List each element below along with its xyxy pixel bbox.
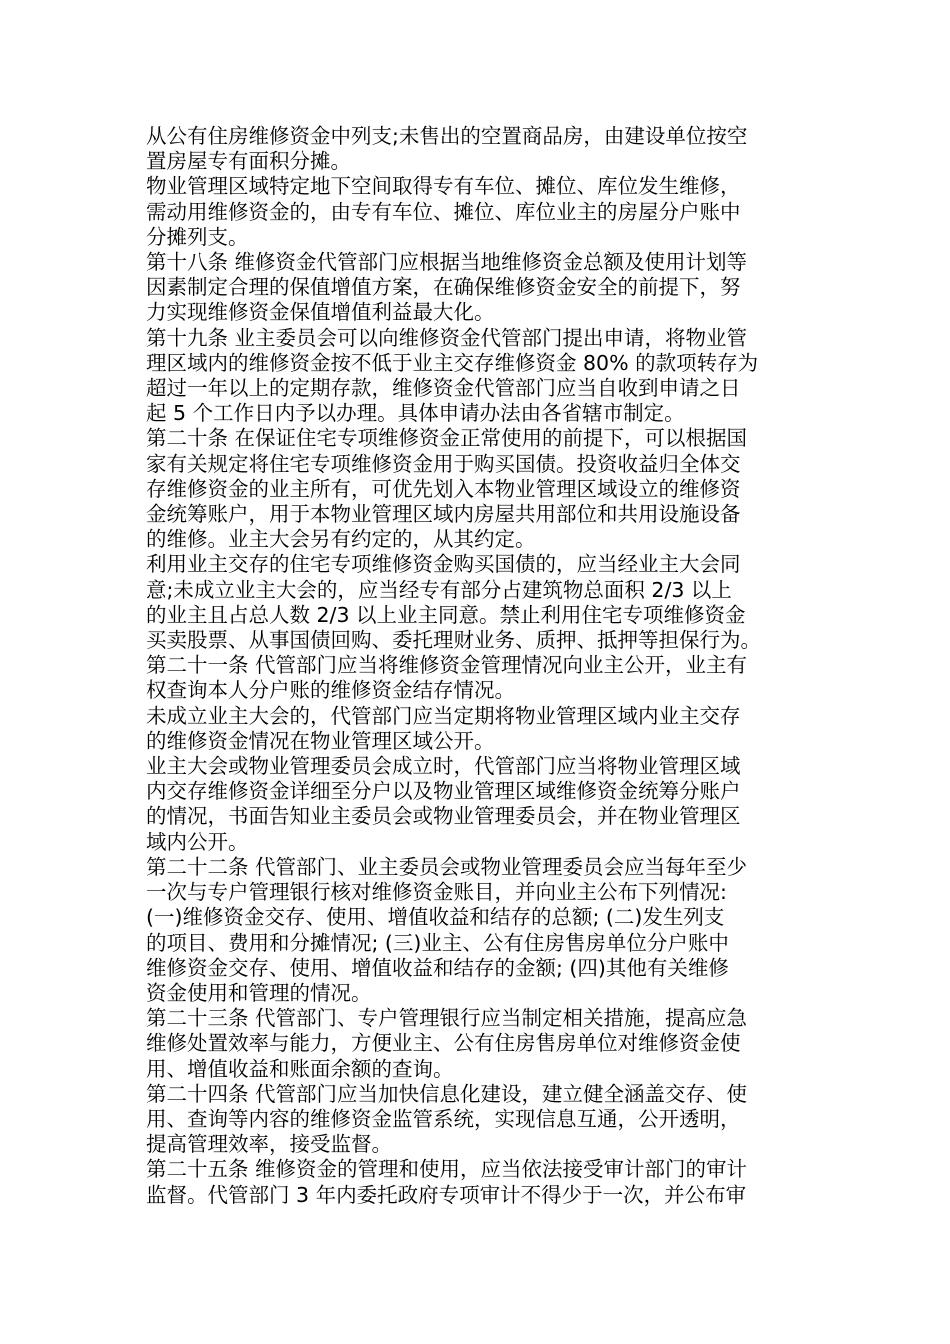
text-line: 第十八条 维修资金代管部门应根据当地维修资金总额及使用计划等 — [146, 250, 748, 275]
text-line: 用、增值收益和账面余额的查询。 — [146, 1056, 454, 1081]
text-line: 意;未成立业主大会的，应当经专有部分占建筑物总面积 2/3 以上 — [146, 577, 732, 602]
text-line: 一次与专户管理银行核对维修资金账目，并向业主公布下列情况: — [146, 880, 727, 905]
text-line: 第二十五条 维修资金的管理和使用，应当依法接受审计部门的审计 — [146, 1157, 748, 1182]
text-line: 置房屋专有面积分摊。 — [146, 149, 351, 174]
text-line: 第二十条 在保证住宅专项维修资金正常使用的前提下，可以根据国 — [146, 426, 748, 451]
text-line: 第二十一条 代管部门应当将维修资金管理情况向业主公开，业主有 — [146, 653, 748, 678]
paragraph — [146, 1157, 806, 1207]
text-line: 力实现维修资金保值增值利益最大化。 — [146, 300, 495, 325]
paragraph — [146, 1006, 806, 1082]
text-line: 的维修资金情况在物业管理区域公开。 — [146, 728, 495, 753]
paragraph — [146, 250, 806, 326]
paragraph — [146, 1082, 806, 1158]
text-line: 维修资金交存、使用、增值收益和结存的金额; (四)其他有关维修 — [146, 955, 729, 980]
text-line: (一)维修资金交存、使用、增值收益和结存的总额; (二)发生列支 — [146, 905, 725, 930]
text-line: 起 5 个工作日内予以办理。具体申请办法由各省辖市制定。 — [146, 401, 685, 426]
text-line: 维修处置效率与能力，方便业主、公有住房售房单位对维修资金使 — [146, 1031, 741, 1056]
text-line: 第二十二条 代管部门、业主委员会或物业管理委员会应当每年至少 — [146, 854, 748, 879]
text-line: 域内公开。 — [146, 829, 249, 854]
paragraph — [146, 326, 806, 427]
text-line: 超过一年以上的定期存款，维修资金代管部门应当自收到申请之日 — [146, 376, 741, 401]
paragraph — [146, 855, 806, 1006]
text-line: 从公有住房维修资金中列支;未售出的空置商品房，由建设单位按空 — [146, 124, 748, 148]
text-line: 第二十四条 代管部门应当加快信息化建设，建立健全涵盖交存、使 — [146, 1081, 748, 1106]
text-line: 提高管理效率，接受监督。 — [146, 1132, 392, 1157]
text-line: 需动用维修资金的，由专有车位、摊位、库位业主的房屋分户账中 — [146, 199, 741, 224]
text-line: 第二十三条 代管部门、专户管理银行应当制定相关措施，提高应急 — [146, 1006, 748, 1031]
text-line: 分摊列支。 — [146, 224, 249, 249]
text-line: 物业管理区域特定地下空间取得专有车位、摊位、库位发生维修， — [146, 174, 741, 199]
text-line: 资金使用和管理的情况。 — [146, 980, 372, 1005]
text-line: 监督。代管部门 3 年内委托政府专项审计不得少于一次，并公布审 — [146, 1182, 747, 1207]
text-line: 未成立业主大会的，代管部门应当定期将物业管理区域内业主交存 — [146, 703, 741, 728]
paragraph — [146, 754, 806, 855]
text-line: 买卖股票、从事国债回购、委托理财业务、质押、抵押等担保行为。 — [146, 628, 761, 653]
text-line: 第十九条 业主委员会可以向维修资金代管部门提出申请，将物业管 — [146, 325, 748, 350]
paragraph — [146, 174, 806, 250]
paragraph — [146, 426, 806, 552]
text-line: 金统筹账户，用于本物业管理区域内房屋共用部位和共用设施设备 — [146, 502, 741, 527]
text-line: 用、查询等内容的维修资金监管系统，实现信息互通，公开透明， — [146, 1106, 741, 1131]
text-line: 业主大会或物业管理委员会成立时，代管部门应当将物业管理区域 — [146, 754, 741, 779]
paragraph — [146, 552, 806, 653]
text-line: 家有关规定将住宅专项维修资金用于购买国债。投资收益归全体交 — [146, 451, 741, 476]
text-line: 的维修。业主大会另有约定的，从其约定。 — [146, 527, 536, 552]
text-line: 理区域内的维修资金按不低于业主交存维修资金 80% 的款项转存为 — [146, 350, 759, 375]
text-line: 的业主且占总人数 2/3 以上业主同意。禁止利用住宅专项维修资金 — [146, 602, 746, 627]
document-body — [146, 124, 806, 1208]
paragraph — [146, 704, 806, 754]
text-line: 内交存维修资金详细至分户以及物业管理区域维修资金统筹分账户 — [146, 779, 741, 804]
paragraph — [146, 124, 806, 174]
text-line: 权查询本人分户账的维修资金结存情况。 — [146, 678, 515, 703]
paragraph — [146, 653, 806, 703]
text-line: 的情况，书面告知业主委员会或物业管理委员会，并在物业管理区 — [146, 804, 741, 829]
text-line: 利用业主交存的住宅专项维修资金购买国债的，应当经业主大会同 — [146, 552, 741, 577]
text-line: 的项目、费用和分摊情况; (三)业主、公有住房售房单位分户账中 — [146, 930, 729, 955]
text-line: 存维修资金的业主所有，可优先划入本物业管理区域设立的维修资 — [146, 476, 741, 501]
text-line: 因素制定合理的保值增值方案，在确保维修资金安全的前提下，努 — [146, 275, 741, 300]
